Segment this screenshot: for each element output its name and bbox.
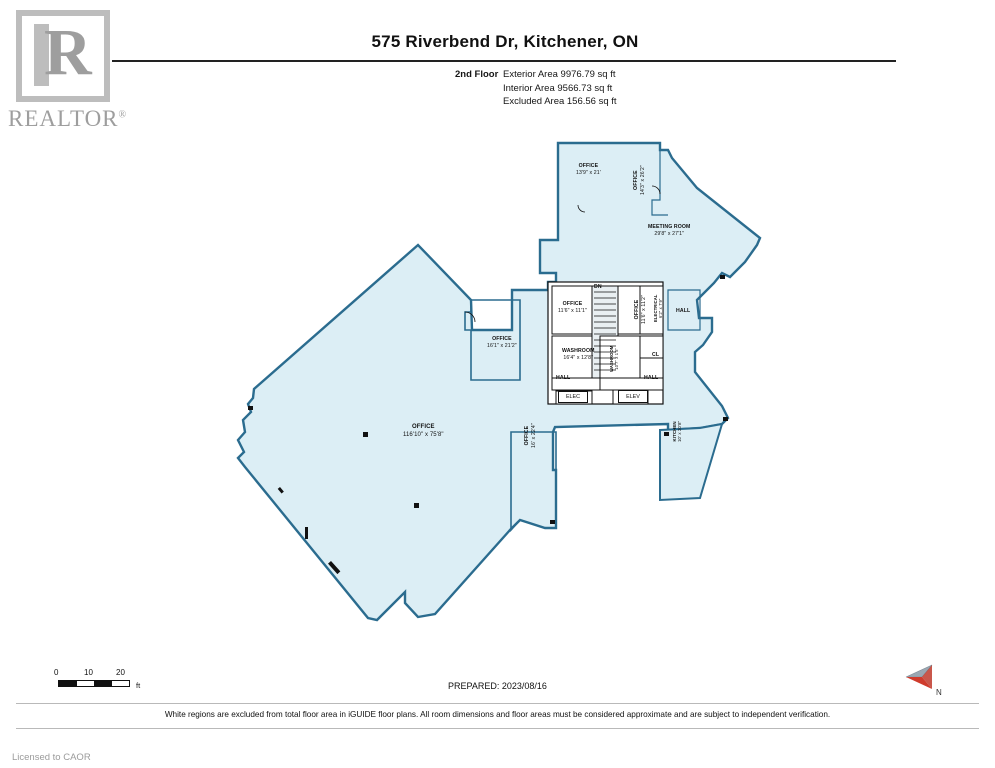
room-label-electrical bbox=[653, 294, 663, 322]
room-name: WASHROOM bbox=[562, 348, 595, 354]
room-label-office-core-left bbox=[558, 301, 587, 314]
svg-text:N: N bbox=[936, 688, 942, 697]
room-label-hall-right bbox=[676, 308, 690, 315]
room-name: HALL bbox=[644, 375, 659, 381]
disclaimer-divider-top bbox=[16, 703, 979, 704]
room-label-office-middle bbox=[487, 336, 517, 349]
room-name: OFFICE bbox=[633, 170, 639, 190]
scale-tick-0: 0 bbox=[54, 668, 59, 677]
disclaimer-divider-bottom bbox=[16, 728, 979, 729]
page-title: 575 Riverbend Dr, Kitchener, ON bbox=[371, 32, 639, 51]
room-dims: 14'3" x 26'2" bbox=[639, 165, 646, 195]
room-label-washroom-small bbox=[609, 346, 619, 372]
scale-tick-20: 20 bbox=[116, 668, 125, 677]
room-label-meeting-room bbox=[648, 224, 690, 237]
room-name: OFFICE bbox=[578, 163, 599, 169]
room-dims: 16'4" x 12'8" bbox=[563, 354, 594, 361]
room-name: HALL bbox=[676, 308, 691, 314]
room-dims: 13'9" x 21' bbox=[576, 169, 601, 176]
room-dims: 11'6" x 11'2" bbox=[640, 295, 647, 324]
room-dims: 16'1" x 21'2" bbox=[487, 342, 517, 349]
room-box-elev bbox=[618, 390, 648, 403]
room-dims: 10' x 20'8" bbox=[677, 420, 683, 442]
room-name: WASHROOM bbox=[609, 345, 614, 372]
room-label-closet bbox=[652, 352, 659, 359]
interior-area: Interior Area 9566.73 sq ft bbox=[503, 82, 613, 94]
room-dims: 10'7" x 1'5" bbox=[614, 347, 619, 370]
scale-tick-10: 10 bbox=[84, 668, 93, 677]
room-name: ELECTRICAL bbox=[653, 294, 658, 322]
room-label-kitchen bbox=[672, 421, 683, 442]
scale-unit: ft bbox=[136, 681, 141, 690]
room-name: CL bbox=[652, 352, 660, 358]
realtor-registered-mark: ® bbox=[118, 109, 128, 121]
room-label-office-core-right bbox=[634, 295, 647, 324]
room-name: OFFICE bbox=[634, 299, 640, 320]
room-label-office-lower bbox=[524, 423, 537, 448]
room-dims: 16' x 22'4" bbox=[530, 423, 537, 448]
floor-label: 2nd Floor bbox=[455, 69, 499, 80]
room-name: MEETING ROOM bbox=[648, 224, 691, 230]
room-label-washroom-main bbox=[562, 348, 595, 361]
room-name: KITCHEN bbox=[672, 421, 677, 442]
main-floor-outline bbox=[238, 143, 760, 620]
room-name: DN bbox=[594, 284, 602, 290]
room-name: HALL bbox=[556, 375, 571, 381]
room-dims: 116'10" x 75'8" bbox=[403, 431, 444, 438]
excluded-area: Excluded Area 156.56 sq ft bbox=[503, 96, 617, 107]
room-name: OFFICE bbox=[524, 425, 530, 446]
room-label-office-main bbox=[403, 424, 444, 439]
room-dims: 29'8" x 27'1" bbox=[654, 230, 685, 237]
disclaimer-text: White regions are excluded from total floor area in iGUIDE floor plans. All room dimensions and floor areas must be considered approximate and are subject to independent verification. bbox=[164, 710, 831, 719]
room-name: OFFICE bbox=[412, 424, 435, 430]
realtor-logo-letter: R bbox=[44, 16, 92, 89]
room-label-hall-center bbox=[644, 375, 658, 382]
room-label-dn bbox=[594, 284, 602, 291]
room-name: ELEV bbox=[626, 393, 640, 400]
realtor-wordmark-text: REALTOR bbox=[8, 106, 119, 131]
room-label-hall-left bbox=[556, 375, 570, 382]
exterior-area: Exterior Area 9976.79 sq ft bbox=[503, 69, 616, 80]
kitchen-outline bbox=[660, 424, 722, 500]
room-name: OFFICE bbox=[562, 301, 583, 307]
room-label-office-upper-left bbox=[576, 163, 601, 176]
room-dims: 6'2" x 7'9" bbox=[658, 298, 663, 318]
scale-ticks bbox=[46, 668, 146, 678]
room-name: ELEC bbox=[565, 394, 581, 400]
license-text: Licensed to CAOR bbox=[12, 752, 91, 763]
room-dims: 11'6" x 11'1" bbox=[558, 307, 587, 314]
room-box-elec bbox=[558, 391, 588, 403]
room-label-office-upper-right bbox=[633, 165, 646, 195]
compass-rose bbox=[898, 655, 946, 699]
prepared-date: PREPARED: 2023/08/16 bbox=[448, 681, 547, 691]
room-name: OFFICE bbox=[492, 336, 512, 342]
